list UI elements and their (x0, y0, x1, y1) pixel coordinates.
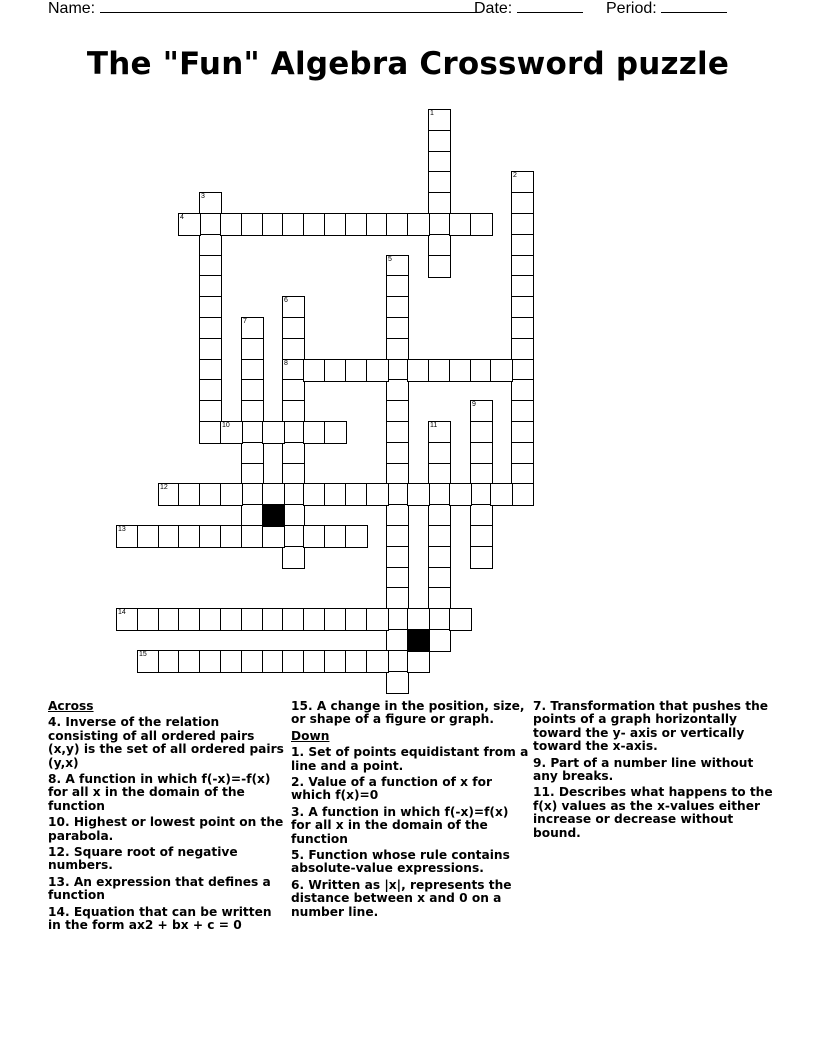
clue-item: 2. Value of a function of x for which f(x)=0 (291, 775, 492, 803)
grid-cell[interactable] (241, 400, 264, 423)
clue-item: 6. Written as |x|, represents the distance between x and 0 on a number line. (291, 877, 512, 919)
grid-cell[interactable] (282, 296, 305, 319)
grid-cell[interactable] (511, 213, 534, 236)
grid-cell[interactable] (282, 421, 305, 444)
grid-cell[interactable] (490, 359, 513, 382)
grid-cell[interactable] (199, 338, 222, 361)
grid-cell[interactable] (303, 608, 326, 631)
grid-cell[interactable] (511, 442, 534, 465)
grid-cell[interactable] (428, 629, 451, 652)
clue-item: 12. Square root of negative numbers. (48, 845, 238, 873)
grid-cell[interactable] (324, 421, 347, 444)
grid-cell[interactable] (511, 421, 534, 444)
clue-number-label: 9 (472, 401, 476, 408)
grid-cell[interactable] (386, 421, 409, 444)
grid-cell[interactable] (199, 608, 222, 631)
grid-cell[interactable] (324, 525, 347, 548)
grid-cell[interactable] (199, 213, 222, 236)
clues-heading: Across (48, 699, 94, 713)
grid-cell[interactable] (241, 483, 264, 506)
grid-cell[interactable] (428, 525, 451, 548)
grid-cell[interactable] (428, 255, 451, 278)
grid-cell[interactable] (428, 587, 451, 610)
grid-cell[interactable] (470, 213, 493, 236)
grid-cell[interactable] (199, 650, 222, 673)
grid-cell[interactable] (345, 483, 368, 506)
grid-cell[interactable] (303, 525, 326, 548)
name-label: Name: (48, 0, 96, 17)
grid-cell[interactable] (386, 400, 409, 423)
grid-cell[interactable] (282, 338, 305, 361)
grid-cell[interactable] (428, 192, 451, 215)
grid-cell[interactable] (303, 213, 326, 236)
grid-cell[interactable] (386, 650, 409, 673)
grid-cell[interactable] (282, 442, 305, 465)
grid-cell[interactable] (428, 213, 451, 236)
grid-cell[interactable] (428, 109, 451, 132)
clue-number-label: 12 (160, 484, 168, 491)
date-label: Date: (474, 0, 513, 17)
grid-cell[interactable] (386, 379, 409, 402)
grid-cell[interactable] (386, 546, 409, 569)
clue-item: 10. Highest or lowest point on the parabola. (48, 815, 284, 843)
clue-number-label: 1 (430, 110, 434, 117)
clue-number-label: 13 (118, 526, 126, 533)
grid-cell[interactable] (324, 650, 347, 673)
grid-cell[interactable] (241, 650, 264, 673)
grid-cell[interactable] (282, 379, 305, 402)
grid-cell[interactable] (386, 608, 409, 631)
grid-cell[interactable] (511, 338, 534, 361)
grid-cell[interactable] (324, 608, 347, 631)
grid-cell[interactable] (282, 608, 305, 631)
grid-cell[interactable] (428, 608, 451, 631)
grid-cell[interactable] (428, 442, 451, 465)
grid-cell[interactable] (407, 213, 430, 236)
grid-cell[interactable] (199, 192, 222, 215)
grid-cell[interactable] (116, 525, 139, 548)
grid-cell[interactable] (511, 171, 534, 194)
grid-cell[interactable] (386, 317, 409, 340)
grid-cell[interactable] (178, 650, 201, 673)
grid-cell[interactable] (178, 525, 201, 548)
grid-cell[interactable] (220, 213, 243, 236)
clue-item: 1. Set of points equidistant from a line and a point. (291, 745, 529, 773)
clue-number-label: 14 (118, 609, 126, 616)
grid-cell[interactable] (199, 296, 222, 319)
grid-cell[interactable] (386, 587, 409, 610)
grid-cell[interactable] (241, 525, 264, 548)
clue-item: 13. An expression that defines a function (48, 874, 271, 903)
grid-cell[interactable] (241, 421, 264, 444)
grid-cell[interactable] (282, 483, 305, 506)
grid-cell[interactable] (303, 483, 326, 506)
grid-cell[interactable] (386, 671, 409, 694)
grid-cell[interactable] (386, 504, 409, 527)
grid-cell[interactable] (282, 525, 305, 548)
grid-cell[interactable] (220, 608, 243, 631)
grid-cell[interactable] (511, 275, 534, 298)
grid-cell[interactable] (241, 379, 264, 402)
grid-cell[interactable] (137, 608, 160, 631)
grid-cell[interactable] (241, 608, 264, 631)
grid-cell[interactable] (282, 650, 305, 673)
clue-number-label: 10 (222, 422, 230, 429)
grid-cell[interactable] (490, 483, 513, 506)
grid-cell[interactable] (511, 379, 534, 402)
clues-column-1 (48, 700, 288, 936)
grid-cell[interactable] (428, 359, 451, 382)
grid-cell[interactable] (428, 421, 451, 444)
grid-cell[interactable] (345, 608, 368, 631)
grid-cell[interactable] (449, 483, 472, 506)
grid-cell[interactable] (262, 421, 285, 444)
clue-number-label: 4 (180, 214, 184, 221)
grid-cell[interactable] (178, 213, 201, 236)
clue-item: 7. Transformation that pushes the points of a graph horizontally toward the y- axis or vertically toward the x-axis. (533, 699, 769, 754)
grid-cell[interactable] (241, 317, 264, 340)
clue-number-label: 5 (388, 256, 392, 263)
clue-number-label: 15 (139, 651, 147, 658)
clue-number-label: 3 (201, 193, 205, 200)
grid-cell[interactable] (386, 338, 409, 361)
grid-cell[interactable] (449, 608, 472, 631)
grid-cell[interactable] (386, 296, 409, 319)
black-cell (262, 504, 285, 527)
grid-cell[interactable] (282, 400, 305, 423)
grid-cell[interactable] (407, 650, 430, 673)
grid-cell[interactable] (282, 213, 305, 236)
grid-cell[interactable] (386, 213, 409, 236)
grid-cell[interactable] (386, 442, 409, 465)
grid-cell[interactable] (470, 442, 493, 465)
grid-cell[interactable] (303, 650, 326, 673)
grid-cell[interactable] (178, 608, 201, 631)
clue-number-label: 7 (243, 318, 247, 325)
grid-cell[interactable] (386, 483, 409, 506)
grid-cell[interactable] (199, 379, 222, 402)
grid-cell[interactable] (282, 504, 305, 527)
grid-cell[interactable] (137, 650, 160, 673)
grid-cell[interactable] (282, 546, 305, 569)
clue-item: 11. Describes what happens to the f(x) values as the x-values either increase or decrease without bound. (533, 785, 773, 840)
grid-cell[interactable] (428, 546, 451, 569)
clue-item: 5. Function whose rule contains absolute-value expressions. (291, 848, 510, 876)
grid-cell[interactable] (428, 483, 451, 506)
grid-cell[interactable] (366, 359, 389, 382)
grid-cell[interactable] (262, 525, 285, 548)
clues-heading: Down (291, 728, 330, 743)
grid-cell[interactable] (220, 421, 243, 444)
grid-cell[interactable] (220, 525, 243, 548)
clue-item: 9. Part of a number line without any breaks. (533, 755, 754, 784)
grid-cell[interactable] (470, 525, 493, 548)
clue-number-label: 2 (513, 172, 517, 179)
grid-cell[interactable] (241, 442, 264, 465)
grid-cell[interactable] (366, 483, 389, 506)
grid-cell[interactable] (511, 400, 534, 423)
grid-cell[interactable] (511, 483, 534, 506)
grid-cell[interactable] (511, 317, 534, 340)
grid-cell[interactable] (345, 525, 368, 548)
grid-cell[interactable] (470, 421, 493, 444)
black-cell (407, 629, 430, 652)
grid-cell[interactable] (407, 483, 430, 506)
clue-number-label: 11 (430, 422, 438, 429)
grid-cell[interactable] (116, 608, 139, 631)
grid-cell[interactable] (407, 359, 430, 382)
grid-cell[interactable] (407, 608, 430, 631)
grid-cell[interactable] (511, 234, 534, 257)
grid-cell[interactable] (386, 525, 409, 548)
grid-cell[interactable] (345, 650, 368, 673)
grid-cell[interactable] (241, 213, 264, 236)
grid-cell[interactable] (470, 546, 493, 569)
grid-cell[interactable] (470, 400, 493, 423)
grid-cell[interactable] (241, 504, 264, 527)
grid-cell[interactable] (449, 359, 472, 382)
clue-item: 14. Equation that can be written in the form ax2 + bx + c = 0 (48, 904, 272, 933)
grid-cell[interactable] (199, 421, 222, 444)
grid-cell[interactable] (428, 130, 451, 153)
grid-cell[interactable] (324, 483, 347, 506)
grid-cell[interactable] (366, 608, 389, 631)
grid-cell[interactable] (366, 650, 389, 673)
grid-cell[interactable] (282, 317, 305, 340)
grid-cell[interactable] (220, 483, 243, 506)
grid-cell[interactable] (386, 629, 409, 652)
puzzle-title: The "Fun" Algebra Crossword puzzle (86, 46, 730, 82)
clue-item: 8. A function in which f(-x)=-f(x) for all x in the domain of the function (48, 772, 271, 813)
grid-cell[interactable] (241, 338, 264, 361)
clues-column-3 (533, 700, 773, 843)
grid-cell[interactable] (324, 213, 347, 236)
grid-cell[interactable] (199, 275, 222, 298)
grid-cell[interactable] (324, 359, 347, 382)
grid-cell[interactable] (303, 421, 326, 444)
grid-cell[interactable] (262, 483, 285, 506)
clue-number-label: 6 (284, 297, 288, 304)
grid-cell[interactable] (345, 359, 368, 382)
clue-number-label: 8 (284, 360, 288, 367)
grid-cell[interactable] (428, 234, 451, 257)
grid-cell[interactable] (428, 171, 451, 194)
clue-item: 4. Inverse of the relation consisting of all ordered pairs (x,y) is the set of all ordered pairs (y,x) (48, 715, 284, 770)
grid-cell[interactable] (199, 317, 222, 340)
grid-cell[interactable] (220, 650, 243, 673)
clue-item: 3. A function in which f(-x)=f(x) for all x in the domain of the function (291, 804, 509, 846)
clue-item: 15. A change in the position, size, or shape of a figure or graph. (291, 699, 525, 727)
grid-cell[interactable] (511, 296, 534, 319)
grid-cell[interactable] (470, 504, 493, 527)
grid-cell[interactable] (199, 525, 222, 548)
grid-cell[interactable] (345, 213, 368, 236)
grid-cell[interactable] (511, 192, 534, 215)
clues-column-2 (291, 700, 531, 922)
grid-cell[interactable] (199, 483, 222, 506)
grid-cell[interactable] (449, 213, 472, 236)
grid-cell[interactable] (199, 234, 222, 257)
grid-cell[interactable] (178, 483, 201, 506)
grid-cell[interactable] (386, 275, 409, 298)
period-label: Period: (606, 0, 657, 17)
grid-cell[interactable] (303, 359, 326, 382)
grid-cell[interactable] (199, 400, 222, 423)
grid-cell[interactable] (428, 504, 451, 527)
grid-cell[interactable] (137, 525, 160, 548)
